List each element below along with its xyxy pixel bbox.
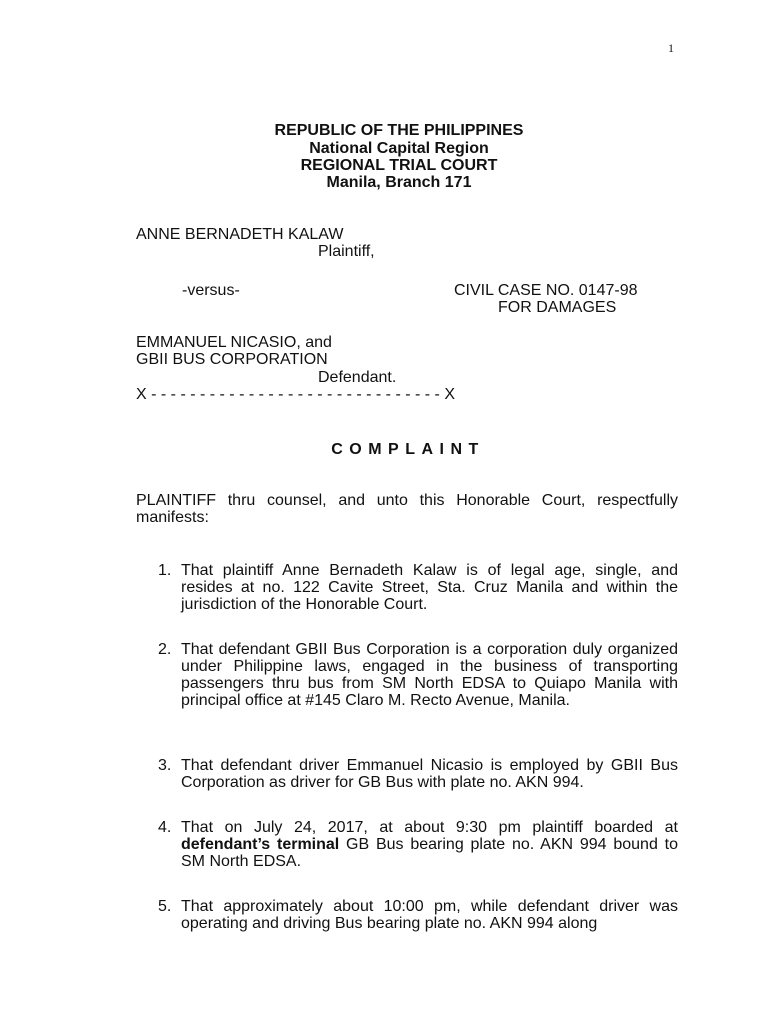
case-type: FOR DAMAGES (498, 299, 617, 316)
defendant-name: EMMANUEL NICASIO, and (136, 334, 332, 351)
intro-paragraph: PLAINTIFF thru counsel, and unto this Honorable Court, respectfully manifests: (136, 492, 678, 526)
allegation-number: 5. (158, 898, 172, 915)
allegation-text: That defendant GBII Bus Corporation is a corporation duly organized under Philippine laws, engaged in the business of transporting passengers thru bus from SM North EDSA to Quiapo Manila with principal office at #145 Claro M. Recto Avenue, Manila. (181, 641, 678, 709)
allegation-text-end: GB Bus bearing plate no. AKN 994 bound to SM North EDSA. (181, 836, 678, 870)
caption-separator: X - - - - - - - - - - - - - - - - - - - - - - - - - - - - - - X (136, 386, 455, 403)
allegation-number: 1. (158, 562, 172, 579)
case-number: CIVIL CASE NO. 0147-98 (454, 282, 638, 299)
allegation-number: 2. (158, 641, 172, 658)
allegation-number: 3. (158, 757, 172, 774)
allegation-text: That defendant driver Emmanuel Nicasio is employed by GBII Bus Corporation as driver for GB Bus with plate no. AKN 994. (181, 757, 678, 791)
defendant-role: Defendant. (318, 369, 397, 386)
plaintiff-role: Plaintiff, (318, 243, 375, 260)
defendant-corporation: GBII BUS CORPORATION (136, 351, 328, 368)
court-header-republic: REPUBLIC OF THE PHILIPPINES (274, 122, 524, 139)
allegation-text: That plaintiff Anne Bernadeth Kalaw is of legal age, single, and resides at no. 122 Cavite Street, Sta. Cruz Manila and within the jurisdiction of the Honorable Court. (181, 562, 678, 613)
document-title: COMPLAINT (331, 441, 485, 458)
court-header-branch: Manila, Branch 171 (326, 174, 472, 191)
allegation-text-start: That on July 24, 2017, at about 9:30 pm plaintiff boarded at (181, 819, 678, 836)
plaintiff-name: ANNE BERNADETH KALAW (136, 226, 344, 243)
versus-label: -versus- (182, 282, 240, 299)
allegation-text: That approximately about 10:00 pm, while defendant driver was operating and driving Bus bearing plate no. AKN 994 along (181, 898, 678, 932)
allegation-text (181, 819, 678, 870)
page-number: 1 (668, 41, 674, 55)
allegation-emphasis: defendant’s terminal (181, 836, 340, 853)
allegation-number: 4. (158, 819, 172, 836)
court-header-court: REGIONAL TRIAL COURT (300, 157, 498, 174)
court-header-region: National Capital Region (309, 140, 489, 157)
